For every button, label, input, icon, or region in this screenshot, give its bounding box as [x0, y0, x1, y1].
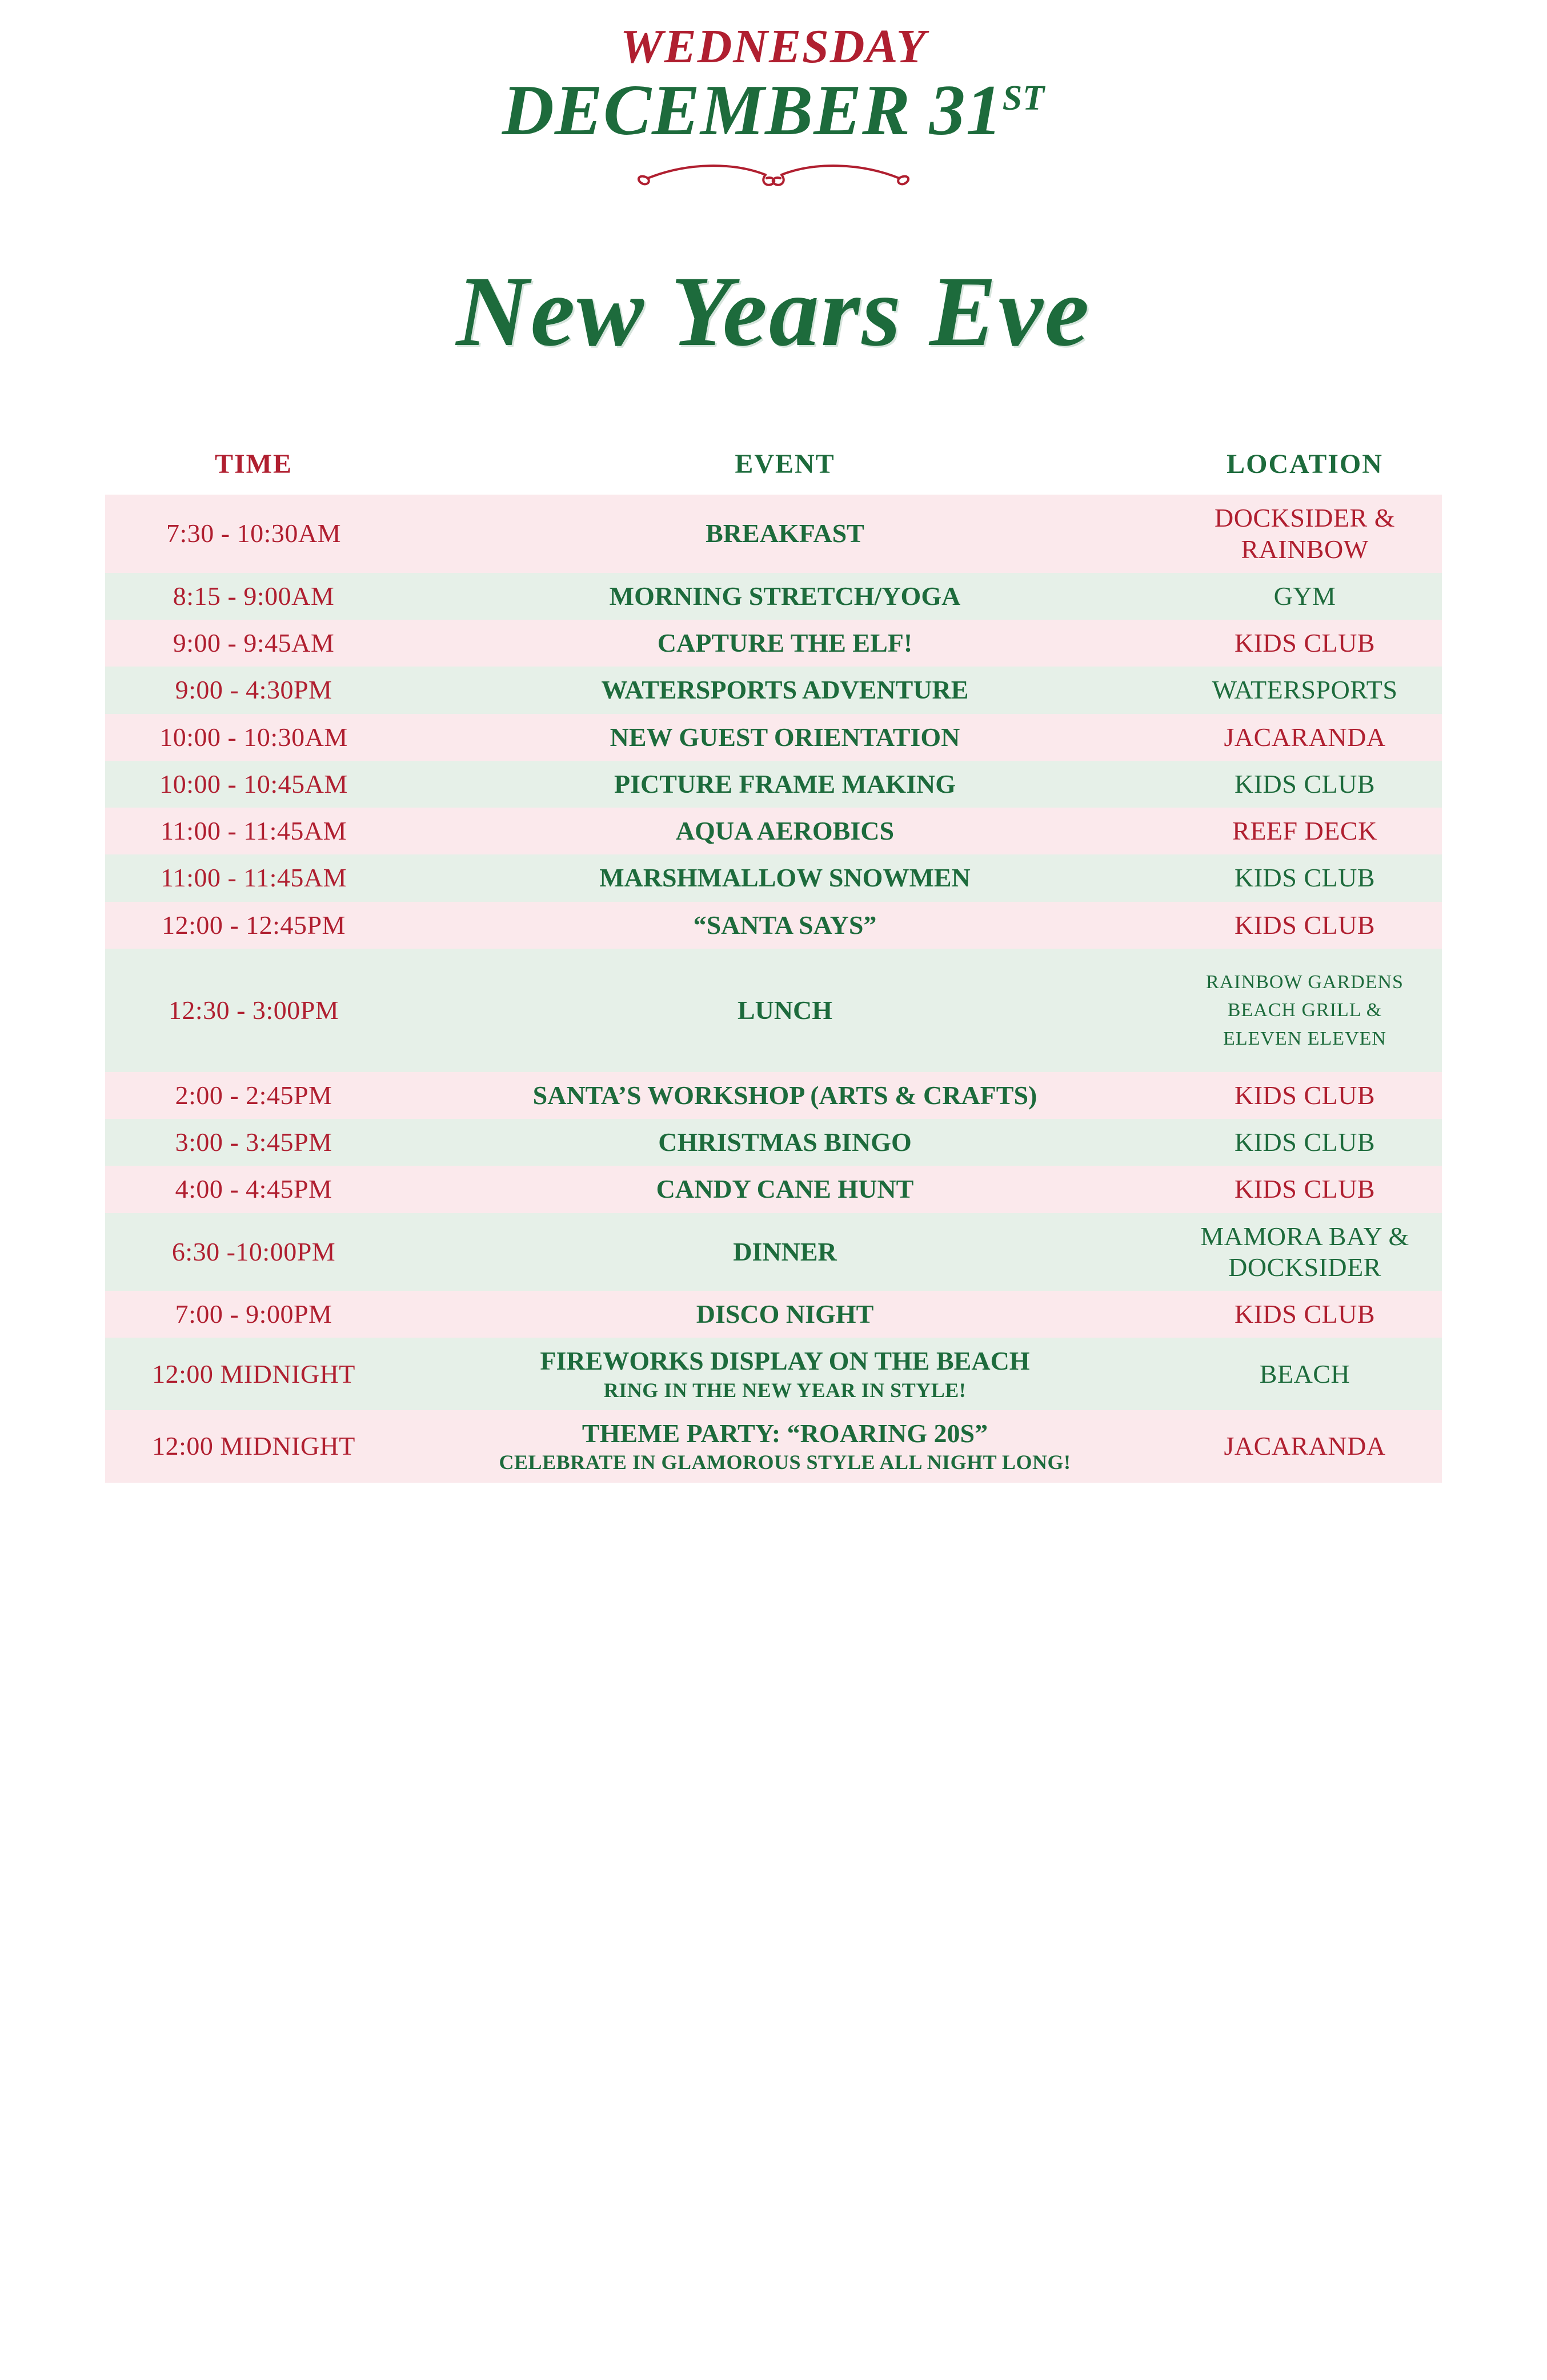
location-line: KIDS CLUB: [1234, 863, 1376, 893]
cell-event: [402, 714, 1168, 761]
location-line: KIDS CLUB: [1234, 769, 1376, 798]
location-line: RAINBOW GARDENS: [1206, 971, 1404, 993]
cell-location: [1168, 1072, 1442, 1119]
event-title: BREAKFAST: [706, 519, 864, 548]
event-title: THEME PARTY: “ROARING 20S”: [582, 1419, 988, 1448]
cell-location: [1168, 949, 1442, 1072]
header-date: [0, 73, 1547, 149]
location-line: WATERSPORTS: [1212, 675, 1398, 705]
cell-time: 12:30 - 3:00PM: [105, 949, 402, 1072]
cell-time: 12:00 MIDNIGHT: [105, 1410, 402, 1483]
schedule-table: [105, 448, 1442, 1483]
cell-time: 2:00 - 2:45PM: [105, 1072, 402, 1119]
location-line: REEF DECK: [1232, 816, 1377, 846]
cell-event: [402, 1072, 1168, 1119]
cell-event: [402, 1166, 1168, 1213]
location-line: JACARANDA: [1224, 1431, 1386, 1461]
location-line: BEACH: [1259, 1359, 1350, 1388]
cell-event: [402, 667, 1168, 713]
cell-location: [1168, 854, 1442, 901]
table-row: [105, 1166, 1442, 1213]
location-line: DOCKSIDER &: [1214, 503, 1396, 533]
location-line: JACARANDA: [1224, 722, 1386, 752]
table-row: [105, 1213, 1442, 1291]
cell-event: [402, 949, 1168, 1072]
table-row: [105, 808, 1442, 854]
event-title: MORNING STRETCH/YOGA: [609, 581, 961, 611]
schedule-table-head: [105, 448, 1442, 495]
header-date-main: DECEMBER 31: [502, 71, 1003, 150]
cell-event: [402, 854, 1168, 901]
page-title: New Years Eve: [456, 256, 1091, 368]
header-date-suffix: ST: [1002, 79, 1045, 118]
ornamental-divider-icon: [625, 159, 922, 193]
location-line: KIDS CLUB: [1234, 1080, 1376, 1110]
table-header-row: [105, 448, 1442, 495]
cell-location: [1168, 1166, 1442, 1213]
cell-time: 10:00 - 10:30AM: [105, 714, 402, 761]
cell-event: [402, 573, 1168, 620]
column-header-time: TIME: [105, 448, 402, 495]
event-title: AQUA AEROBICS: [675, 816, 895, 846]
cell-time: 4:00 - 4:45PM: [105, 1166, 402, 1213]
location-line: KIDS CLUB: [1234, 1299, 1376, 1329]
location-line: KIDS CLUB: [1234, 1174, 1376, 1204]
cell-location: [1168, 1213, 1442, 1291]
cell-location: [1168, 902, 1442, 949]
event-title: SANTA’S WORKSHOP (ARTS & CRAFTS): [532, 1080, 1037, 1110]
event-title: NEW GUEST ORIENTATION: [610, 722, 960, 752]
event-title: MARSHMALLOW SNOWMEN: [599, 863, 971, 893]
cell-event: [402, 1213, 1168, 1291]
event-title: WATERSPORTS ADVENTURE: [601, 675, 969, 705]
cell-location: [1168, 667, 1442, 713]
schedule-table-wrap: [105, 448, 1442, 1483]
cell-location: [1168, 1338, 1442, 1410]
cell-location: [1168, 573, 1442, 620]
cell-location: [1168, 1291, 1442, 1338]
cell-time: 11:00 - 11:45AM: [105, 854, 402, 901]
cell-time: 10:00 - 10:45AM: [105, 761, 402, 808]
table-row: [105, 667, 1442, 713]
location-line: KIDS CLUB: [1234, 910, 1376, 940]
cell-location: [1168, 808, 1442, 854]
cell-event: [402, 1119, 1168, 1166]
table-row: [105, 1291, 1442, 1338]
table-row: [105, 1072, 1442, 1119]
table-row: [105, 714, 1442, 761]
location-line: KIDS CLUB: [1234, 628, 1376, 658]
table-row: [105, 1119, 1442, 1166]
cell-time: 9:00 - 4:30PM: [105, 667, 402, 713]
cell-time: 12:00 MIDNIGHT: [105, 1338, 402, 1410]
location-line: BEACH GRILL &: [1227, 1000, 1382, 1021]
location-line: MAMORA BAY &: [1200, 1221, 1409, 1251]
table-row: [105, 854, 1442, 901]
location-line: GYM: [1273, 581, 1336, 611]
event-title: PICTURE FRAME MAKING: [614, 769, 956, 798]
schedule-table-body: [105, 495, 1442, 1483]
table-row: [105, 620, 1442, 667]
cell-time: 12:00 - 12:45PM: [105, 902, 402, 949]
table-row: [105, 495, 1442, 573]
event-subtitle: RING IN THE NEW YEAR IN STYLE!: [603, 1378, 967, 1402]
cell-event: [402, 808, 1168, 854]
cell-event: [402, 1410, 1168, 1483]
table-row: [105, 902, 1442, 949]
cell-time: 8:15 - 9:00AM: [105, 573, 402, 620]
event-title: CHRISTMAS BINGO: [658, 1127, 912, 1157]
event-title: CANDY CANE HUNT: [656, 1174, 914, 1204]
event-subtitle: CELEBRATE IN GLAMOROUS STYLE ALL NIGHT LONG!: [499, 1451, 1071, 1474]
table-row: [105, 573, 1442, 620]
cell-location: [1168, 495, 1442, 573]
cell-event: [402, 761, 1168, 808]
cell-location: [1168, 1119, 1442, 1166]
event-title: “SANTA SAYS”: [693, 910, 877, 940]
cell-event: [402, 620, 1168, 667]
event-title: LUNCH: [737, 995, 833, 1025]
cell-location: [1168, 761, 1442, 808]
cell-event: [402, 1291, 1168, 1338]
table-row: [105, 1338, 1442, 1410]
table-row: [105, 949, 1442, 1072]
cell-event: [402, 495, 1168, 573]
poster-header: [0, 0, 1547, 193]
location-line: ELEVEN ELEVEN: [1223, 1028, 1386, 1049]
cell-time: 3:00 - 3:45PM: [105, 1119, 402, 1166]
cell-event: [402, 902, 1168, 949]
table-row: [105, 1410, 1442, 1483]
event-title: CAPTURE THE ELF!: [657, 628, 913, 658]
cell-time: 9:00 - 9:45AM: [105, 620, 402, 667]
event-title: FIREWORKS DISPLAY ON THE BEACH: [540, 1346, 1030, 1376]
event-title: DINNER: [733, 1237, 837, 1266]
column-header-location: LOCATION: [1168, 448, 1442, 495]
cell-event: [402, 1338, 1168, 1410]
cell-time: 7:30 - 10:30AM: [105, 495, 402, 573]
cell-location: [1168, 714, 1442, 761]
cell-location: [1168, 1410, 1442, 1483]
event-title: DISCO NIGHT: [696, 1299, 874, 1329]
cell-location: [1168, 620, 1442, 667]
cell-time: 11:00 - 11:45AM: [105, 808, 402, 854]
cell-time: 6:30 -10:00PM: [105, 1213, 402, 1291]
location-line: RAINBOW: [1241, 534, 1369, 564]
column-header-event: EVENT: [402, 448, 1168, 495]
table-row: [105, 761, 1442, 808]
location-line: KIDS CLUB: [1234, 1127, 1376, 1157]
location-line: DOCKSIDER: [1228, 1252, 1381, 1282]
cell-time: 7:00 - 9:00PM: [105, 1291, 402, 1338]
header-weekday: WEDNESDAY: [620, 20, 927, 73]
